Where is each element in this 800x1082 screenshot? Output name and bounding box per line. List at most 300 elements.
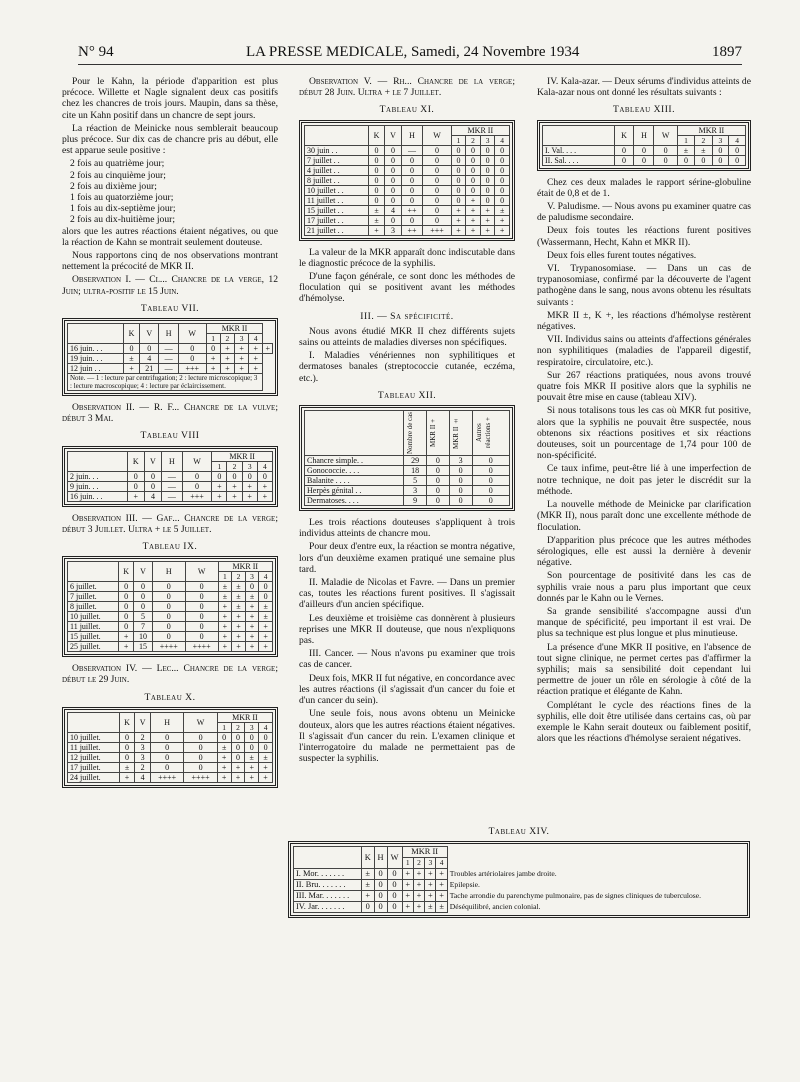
table-cell: +++ bbox=[178, 364, 206, 374]
column-header-k: K bbox=[368, 125, 385, 145]
paragraph: II. Maladie de Nicolas et Favre. — Dans un premier cas, toutes les réactions furent positives. Il s'agissait d'ailleurs d'un ancien spécifique. bbox=[299, 577, 515, 611]
paragraph: Sur 267 réactions pratiquées, nous avons trouvé quatre fois MKR II positive alors que la syphilis ne pouvait être mise en cause (tableau XIV). bbox=[537, 369, 751, 404]
table-cell: 0 bbox=[401, 155, 422, 165]
table-cell: +++ bbox=[182, 491, 212, 501]
table-cell: 0 bbox=[495, 145, 510, 155]
table-cell: 15 bbox=[134, 642, 153, 652]
table-cell: + bbox=[402, 891, 413, 902]
table-corner-cell bbox=[68, 324, 124, 344]
table-cell: 0 bbox=[150, 752, 183, 762]
table-cell: 10 bbox=[134, 632, 153, 642]
column-header-w: W bbox=[654, 125, 677, 145]
column-header-mkr: MKR II bbox=[451, 125, 509, 135]
table-cell: 0 bbox=[144, 481, 161, 491]
row-label: 19 juin. . . bbox=[68, 354, 124, 364]
table-cell: + bbox=[218, 602, 232, 612]
table-corner-cell bbox=[68, 562, 119, 582]
reading-number-header: 4 bbox=[257, 461, 272, 471]
table-cell: + bbox=[234, 364, 248, 374]
table-cell: ± bbox=[368, 205, 385, 215]
table-cell: 0 bbox=[423, 205, 451, 215]
table-cell: + bbox=[245, 772, 259, 782]
row-label: 8 juillet . . bbox=[305, 175, 369, 185]
table-cell: 0 bbox=[182, 471, 212, 481]
table-cell: + bbox=[402, 902, 413, 913]
column-header-h: H bbox=[401, 125, 422, 145]
column-header-mkr: MKR II bbox=[212, 451, 273, 461]
row-label: 4 juillet . . bbox=[305, 165, 369, 175]
table-row bbox=[68, 622, 273, 632]
table-cell: 3 bbox=[404, 486, 427, 496]
paragraph: Pour deux d'entre eux, la réaction se montra négative, lors d'un deuxième examen pratiqué une semaine plus tard. bbox=[299, 541, 515, 575]
table-cell: 0 bbox=[495, 155, 510, 165]
table-cell: 5 bbox=[134, 612, 153, 622]
paragraph: La valeur de la MKR apparaît donc indiscutable dans le diagnostic précoce de la syphilis. bbox=[299, 246, 515, 269]
table-14-block bbox=[288, 820, 750, 924]
table-cell: ± bbox=[218, 592, 232, 602]
table-row bbox=[68, 592, 273, 602]
table-cell: ± bbox=[425, 902, 436, 913]
row-label: Balanite . . . . bbox=[305, 476, 404, 486]
paragraph: Sa grande sensibilité s'accompagne aussi d'un manque de spécificité, peu important il est vrai. De plus sa technique est plus longue et plus minutieuse. bbox=[537, 605, 751, 640]
table-cell: 0 bbox=[127, 471, 144, 481]
table-cell: + bbox=[218, 622, 232, 632]
table-cell: — bbox=[159, 364, 178, 374]
table-cell: 0 bbox=[231, 752, 245, 762]
paragraph: IV. Kala-azar. — Deux sérums d'individus atteints de Kala-azar nous ont donné les résultats suivants : bbox=[537, 76, 751, 99]
table-cell: ± bbox=[361, 880, 374, 891]
table-cell: + bbox=[361, 891, 374, 902]
table-13 bbox=[542, 125, 746, 166]
table-cell: + bbox=[220, 344, 234, 354]
table-cell: 0 bbox=[387, 869, 402, 880]
table-cell: 0 bbox=[423, 175, 451, 185]
observation-3: Observation III. — Gaf... Chancre de la verge; début 3 Juillet. Ultra + le 5 Juillet. bbox=[62, 512, 278, 535]
row-label: 17 juillet. bbox=[68, 762, 120, 772]
row-label: 11 juillet . . bbox=[305, 195, 369, 205]
column-header-mkr: MKR II bbox=[206, 324, 263, 334]
table-cell: 0 bbox=[119, 752, 135, 762]
table-cell: 0 bbox=[426, 486, 449, 496]
table-14 bbox=[293, 846, 745, 913]
column-header-h: H bbox=[374, 847, 387, 869]
row-label: 21 juillet . . bbox=[305, 225, 369, 235]
table-cell: 0 bbox=[119, 742, 135, 752]
table-cell: 0 bbox=[152, 592, 185, 602]
paragraph: Deux fois elles furent toutes négatives. bbox=[547, 249, 697, 261]
column-header-text: MKR II ± bbox=[451, 416, 460, 450]
row-label: 7 juillet. bbox=[68, 592, 119, 602]
row-label: III. Mar. . . . . . . bbox=[294, 891, 362, 902]
table-cell: 0 bbox=[152, 622, 185, 632]
table-row bbox=[305, 225, 510, 235]
table-cell: ± bbox=[259, 602, 273, 612]
table-header-row bbox=[68, 562, 273, 572]
reading-number-header: 4 bbox=[259, 722, 273, 732]
table-cell: + bbox=[466, 225, 481, 235]
table-cell: + bbox=[425, 891, 436, 902]
table-cell: ± bbox=[218, 582, 232, 592]
table-cell: ++++ bbox=[150, 772, 183, 782]
table-9 bbox=[67, 561, 273, 652]
table-row bbox=[68, 642, 273, 652]
column-header-k: K bbox=[127, 451, 144, 471]
paragraph: Deux fois toutes les réactions furent positives (Wassermann, Hecht, Kahn et MKR II). bbox=[537, 225, 751, 248]
row-label: 12 juin . . bbox=[68, 364, 124, 374]
table-cell: — bbox=[159, 344, 178, 354]
table-cell: 0 bbox=[231, 732, 245, 742]
table-10-title: Tableau X. bbox=[144, 691, 196, 703]
table-cell: + bbox=[368, 225, 385, 235]
table-cell: + bbox=[217, 772, 231, 782]
row-label: Chancre simple. . bbox=[305, 456, 404, 466]
table-cell: 0 bbox=[374, 880, 387, 891]
table-cell: 4 bbox=[385, 205, 402, 215]
page-number: 1897 bbox=[712, 44, 742, 60]
table-cell: ± bbox=[361, 869, 374, 880]
paragraph: MKR II ±, K +, les réactions d'hémolyse restèrent négatives. bbox=[537, 309, 751, 333]
table-cell: + bbox=[234, 344, 248, 354]
column-header-v: V bbox=[144, 451, 161, 471]
table-cell: 0 bbox=[259, 582, 273, 592]
table-cell: 0 bbox=[449, 486, 472, 496]
table-header-row bbox=[543, 125, 746, 135]
table-cell: 0 bbox=[374, 902, 387, 913]
table-cell: + bbox=[249, 364, 263, 374]
table-cell: 0 bbox=[423, 165, 451, 175]
table-12-box bbox=[299, 405, 515, 511]
remark-cell: Epilepsie. bbox=[449, 880, 480, 889]
table-cell: + bbox=[231, 772, 245, 782]
reading-number-header: 2 bbox=[695, 135, 712, 145]
table-cell: 0 bbox=[127, 481, 144, 491]
table-10 bbox=[67, 712, 273, 783]
table-cell: 0 bbox=[451, 195, 466, 205]
table-row bbox=[68, 762, 273, 772]
table-cell: 0 bbox=[178, 344, 206, 354]
column-header-plus bbox=[426, 411, 449, 456]
table-cell: + bbox=[495, 225, 510, 235]
table-cell: 0 bbox=[185, 592, 218, 602]
table-cell: 0 bbox=[634, 155, 654, 165]
table-cell: + bbox=[480, 205, 495, 215]
table-cell: + bbox=[212, 481, 227, 491]
table-cell: 0 bbox=[654, 155, 677, 165]
table-cell: + bbox=[436, 891, 447, 902]
day-list bbox=[62, 158, 278, 225]
table-row bbox=[68, 481, 273, 491]
table-cell: 0 bbox=[695, 155, 712, 165]
reading-number-header: 4 bbox=[729, 135, 746, 145]
table-cell: 0 bbox=[185, 602, 218, 612]
table-cell: 0 bbox=[401, 165, 422, 175]
table-cell: 0 bbox=[472, 456, 509, 466]
table-cell: + bbox=[425, 869, 436, 880]
table-row bbox=[68, 632, 273, 642]
table-cell: 3 bbox=[449, 456, 472, 466]
table-cell: 0 bbox=[401, 195, 422, 205]
table-cell: — bbox=[162, 471, 183, 481]
table-cell: + bbox=[218, 612, 232, 622]
table-cell: + bbox=[245, 632, 259, 642]
table-13-box bbox=[537, 120, 751, 171]
table-cell: 0 bbox=[374, 869, 387, 880]
table-cell: 7 bbox=[134, 622, 153, 632]
table-cell: 0 bbox=[150, 742, 183, 752]
table-row bbox=[68, 582, 273, 592]
paragraph: Nous avons étudié MKR II chez différents sujets sains ou atteints de maladies diverses non spécifiques. bbox=[299, 325, 515, 349]
paragraph: Les deuxième et troisième cas donnèrent à plusieurs reprises une MKR II douteuse, que nous n'expliquons pas. bbox=[299, 612, 515, 647]
table-header-row bbox=[68, 451, 273, 461]
table-cell: + bbox=[245, 612, 259, 622]
table-cell: 0 bbox=[134, 582, 153, 592]
table-cell: + bbox=[217, 762, 231, 772]
table-10-box bbox=[62, 707, 278, 788]
column-header-mkr: MKR II bbox=[217, 712, 272, 722]
issue-number: N° 94 bbox=[78, 44, 114, 60]
column-header-w: W bbox=[423, 125, 451, 145]
table-cell: 0 bbox=[368, 175, 385, 185]
page-header bbox=[78, 42, 742, 65]
table-cell: + bbox=[232, 622, 246, 632]
row-label: 15 juillet . . bbox=[305, 205, 369, 215]
table-cell: 0 bbox=[472, 476, 509, 486]
reading-number-header: 1 bbox=[218, 572, 232, 582]
table-cell: 0 bbox=[472, 496, 509, 506]
table-cell: 0 bbox=[387, 891, 402, 902]
table-14-title: Tableau XIV. bbox=[488, 826, 550, 837]
table-cell: 0 bbox=[466, 145, 481, 155]
paragraph: D'apparition plus précoce que les autres méthodes sérologiques, elle est aussi la dernière à devenir négative. bbox=[537, 534, 751, 569]
table-corner-cell bbox=[543, 125, 615, 145]
reading-number-header: 1 bbox=[402, 858, 413, 869]
table-row bbox=[305, 496, 510, 506]
table-cell: + bbox=[480, 215, 495, 225]
table-cell: 0 bbox=[426, 456, 449, 466]
table-row bbox=[305, 175, 510, 185]
column-header-w: W bbox=[185, 562, 218, 582]
table-cell: + bbox=[206, 354, 220, 364]
table-cell: 0 bbox=[677, 155, 694, 165]
table-cell: 0 bbox=[257, 471, 272, 481]
reading-number-header: 4 bbox=[495, 135, 510, 145]
table-14-box bbox=[288, 841, 750, 918]
table-cell: 0 bbox=[401, 215, 422, 225]
table-cell: + bbox=[234, 354, 248, 364]
column-header-v: V bbox=[140, 324, 159, 344]
paragraph: Nous rapportons cinq de nos observations montrant nettement la précocité de MKR II. bbox=[62, 250, 278, 273]
column-1 bbox=[62, 76, 278, 794]
table-cell: 0 bbox=[184, 732, 217, 742]
table-cell: + bbox=[242, 481, 257, 491]
row-label: 30 juin . . bbox=[305, 145, 369, 155]
table-row bbox=[305, 466, 510, 476]
table-cell: 0 bbox=[185, 612, 218, 622]
table-header-row bbox=[68, 712, 273, 722]
paragraph: Chez ces deux malades le rapport sérine-globuline était de 0,8 et de 1. bbox=[537, 176, 751, 199]
table-cell: ++++ bbox=[152, 642, 185, 652]
table-cell: + bbox=[220, 354, 234, 364]
table-cell: ± bbox=[123, 354, 139, 364]
row-label: 15 juillet. bbox=[68, 632, 119, 642]
table-cell: ± bbox=[677, 145, 694, 155]
table-cell: ± bbox=[436, 902, 447, 913]
paragraph: Son pourcentage de positivité dans les cas de syphilis vraie nous a paru plus important que ceux donnés par le Kahn ou le Vernes. bbox=[537, 570, 751, 604]
reading-number-header: 3 bbox=[712, 135, 729, 145]
table-cell: 0 bbox=[134, 592, 153, 602]
table-cell: + bbox=[118, 642, 133, 652]
column-header-h: H bbox=[150, 712, 183, 732]
table-row bbox=[68, 732, 273, 742]
column-header-h: H bbox=[634, 125, 654, 145]
table-12 bbox=[304, 410, 510, 506]
table-cell: 0 bbox=[495, 165, 510, 175]
table-cell: 0 bbox=[712, 145, 729, 155]
table-cell: + bbox=[220, 364, 234, 374]
column-header-text: Autres réactions + bbox=[474, 417, 492, 449]
table-cell: 0 bbox=[451, 145, 466, 155]
table-row bbox=[68, 491, 273, 501]
row-label: II. Sal. . . . bbox=[543, 155, 615, 165]
column-header-v: V bbox=[385, 125, 402, 145]
table-cell: ± bbox=[259, 612, 273, 622]
table-cell: + bbox=[212, 491, 227, 501]
table-cell: ± bbox=[259, 752, 273, 762]
column-header-k: K bbox=[123, 324, 139, 344]
table-row bbox=[68, 612, 273, 622]
table-cell: ++++ bbox=[184, 772, 217, 782]
table-cell: 0 bbox=[466, 155, 481, 165]
column-header-w: W bbox=[182, 451, 212, 471]
table-cell: + bbox=[402, 880, 413, 891]
table-row bbox=[305, 195, 510, 205]
table-cell: 0 bbox=[472, 486, 509, 496]
table-cell: 0 bbox=[385, 145, 402, 155]
table-cell: ± bbox=[368, 215, 385, 225]
table-cell: ± bbox=[695, 145, 712, 155]
paragraph: VII. Individus sains ou atteints d'affections générales non syphilitiques (maladies de l'appareil digestif, respiratoire, circulatoire, etc.). bbox=[537, 334, 751, 368]
table-cell: + bbox=[118, 632, 133, 642]
column-header-h: H bbox=[162, 451, 183, 471]
table-cell: + bbox=[466, 195, 481, 205]
table-cell: 0 bbox=[466, 175, 481, 185]
table-row bbox=[305, 145, 510, 155]
table-row bbox=[294, 902, 746, 913]
table-11-title: Tableau XI. bbox=[379, 104, 435, 116]
table-cell: + bbox=[263, 344, 273, 354]
table-row bbox=[68, 344, 273, 354]
table-cell: 0 bbox=[152, 582, 185, 592]
list-item: 2 fois au dixième jour; bbox=[70, 180, 157, 192]
table-cell: + bbox=[413, 880, 424, 891]
table-row bbox=[305, 215, 510, 225]
reading-number-header: 1 bbox=[206, 334, 220, 344]
table-cell: + bbox=[413, 891, 424, 902]
table-row bbox=[305, 456, 510, 466]
table-cell: 0 bbox=[259, 742, 273, 752]
table-cell: + bbox=[451, 205, 466, 215]
table-cell: 3 bbox=[135, 752, 151, 762]
table-11 bbox=[304, 125, 510, 236]
remark-cell: Troubles artériolaires jambe droite. bbox=[449, 869, 557, 878]
table-row bbox=[305, 185, 510, 195]
table-cell: 0 bbox=[368, 165, 385, 175]
table-cell: 0 bbox=[206, 344, 220, 354]
row-label: I. Val. . . . bbox=[543, 145, 615, 155]
table-cell: ± bbox=[232, 582, 246, 592]
table-cell: + bbox=[242, 491, 257, 501]
table-cell: 0 bbox=[231, 742, 245, 752]
table-cell: + bbox=[127, 491, 144, 501]
table-cell: + bbox=[249, 344, 263, 354]
paragraph: D'une façon générale, ce sont donc les méthodes de floculation qui se positivent avant les méthodes d'hémolyse. bbox=[299, 271, 515, 305]
table-cell: + bbox=[436, 880, 447, 891]
row-label: 8 juillet. bbox=[68, 602, 119, 612]
table-cell: 0 bbox=[259, 592, 273, 602]
list-item: 2 fois au dix-huitième jour; bbox=[70, 214, 175, 226]
table-cell: 0 bbox=[729, 145, 746, 155]
table-cell: 0 bbox=[385, 155, 402, 165]
table-cell: + bbox=[249, 354, 263, 364]
table-cell: 0 bbox=[152, 612, 185, 622]
column-header-h: H bbox=[159, 324, 178, 344]
reading-number-header: 3 bbox=[242, 461, 257, 471]
table-cell: + bbox=[436, 869, 447, 880]
table-cell: + bbox=[480, 225, 495, 235]
table-cell: ± bbox=[495, 205, 510, 215]
table-cell: 0 bbox=[385, 195, 402, 205]
table-cell: 0 bbox=[385, 215, 402, 225]
row-label: Herpès génital . . bbox=[305, 486, 404, 496]
row-label: II. Bru. . . . . . . bbox=[294, 880, 362, 891]
table-7 bbox=[67, 323, 273, 391]
table-cell: + bbox=[466, 205, 481, 215]
table-cell: 0 bbox=[729, 155, 746, 165]
table-cell: + bbox=[232, 632, 246, 642]
reading-number-header: 1 bbox=[212, 461, 227, 471]
table-cell: 0 bbox=[495, 175, 510, 185]
table-cell: 0 bbox=[385, 185, 402, 195]
paragraph: alors que les autres réactions étaient négatives, ou que la réaction de Kahn se montrait seulement douteuse. bbox=[62, 225, 278, 248]
table-cell: 0 bbox=[654, 145, 677, 155]
reading-number-header: 1 bbox=[217, 722, 231, 732]
reading-number-header: 3 bbox=[245, 572, 259, 582]
table-cell: ± bbox=[232, 592, 246, 602]
row-label: 6 juillet. bbox=[68, 582, 119, 592]
table-cell: 0 bbox=[495, 195, 510, 205]
table-cell: + bbox=[451, 225, 466, 235]
table-cell: 0 bbox=[185, 632, 218, 642]
paragraph: Pour le Kahn, la période d'apparition est plus précoce. Willette et Nagle signalent deux cas positifs chez les chancres de trois jours. Maupin, dans sa thèse, cite un Kahn positif dans un chancre de sept jours. bbox=[62, 76, 278, 121]
table-cell: 0 bbox=[451, 155, 466, 165]
table-cell: 0 bbox=[387, 880, 402, 891]
table-cell: 0 bbox=[152, 602, 185, 612]
table-cell: 4 bbox=[135, 772, 151, 782]
table-cell: 0 bbox=[401, 185, 422, 195]
table-header-row bbox=[305, 411, 510, 456]
table-cell: 0 bbox=[451, 165, 466, 175]
table-cell: 0 bbox=[423, 145, 451, 155]
row-label: 25 juillet. bbox=[68, 642, 119, 652]
table-8-title: Tableau VIII bbox=[140, 430, 200, 442]
table-row bbox=[68, 602, 273, 612]
table-cell: 0 bbox=[480, 195, 495, 205]
table-cell: 0 bbox=[212, 471, 227, 481]
table-cell: 0 bbox=[480, 185, 495, 195]
column-header-v: V bbox=[135, 712, 151, 732]
column-header-k: K bbox=[118, 562, 133, 582]
table-row bbox=[294, 869, 746, 880]
